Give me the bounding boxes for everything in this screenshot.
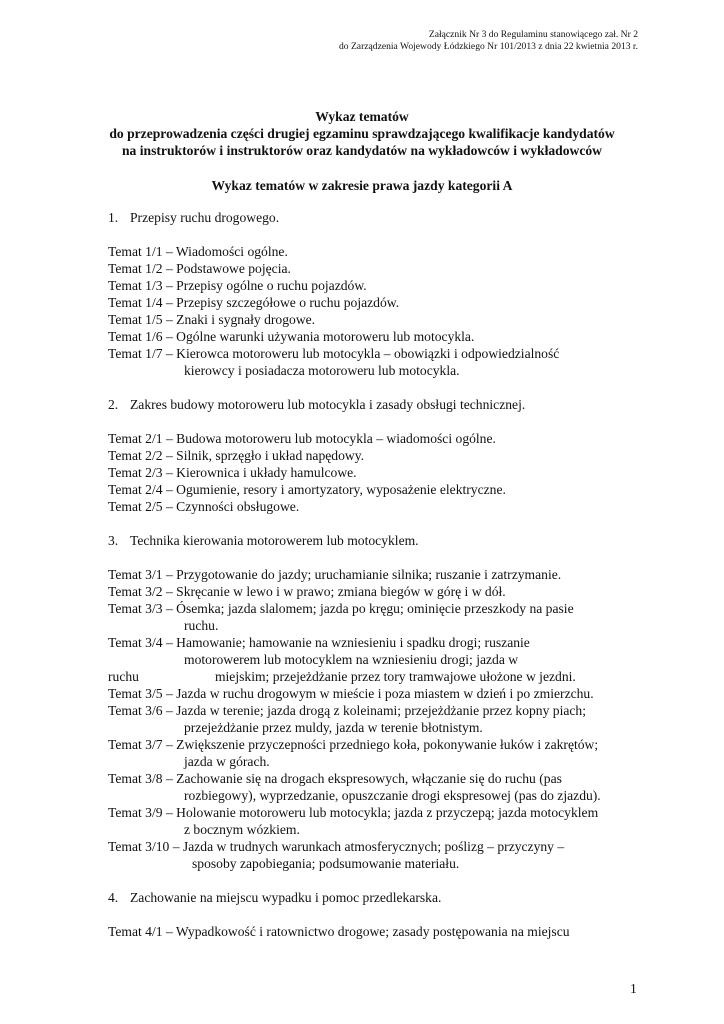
topic-item: Temat 1/3 – Przepisy ogólne o ruchu pojazdów.: [108, 278, 367, 293]
topic-list: [108, 566, 648, 872]
topic-item: Temat 3/6 – Jazda w terenie; jazda drogą z koleinami; przejeżdżanie przez kopny piach;: [108, 703, 587, 718]
topic-continuation: przejeżdżanie przez muldy, jazda w terenie błotnistym.: [184, 720, 483, 735]
section-number: 4.: [108, 890, 119, 905]
topic-item: Temat 1/7 – Kierowca motoroweru lub motocykla – obowiązki i odpowiedzialność: [108, 346, 560, 361]
topic-item: Temat 1/6 – Ogólne warunki używania motoroweru lub motocykla.: [108, 329, 475, 344]
section-heading: [108, 532, 648, 549]
topic-item: Temat 3/3 – Ósemka; jazda slalomem; jazda po kręgu; ominięcie przeszkody na pasie: [108, 601, 574, 616]
topic-continuation: miejskim; przejeżdżanie przez tory tramwajowe ułożone w jezdni.: [214, 669, 576, 684]
topic-continuation: z bocznym wózkiem.: [184, 822, 300, 837]
topic-continuation: sposoby zapobiegania; podsumowanie materiału.: [192, 856, 460, 871]
topic-item: Temat 3/7 – Zwiększenie przyczepności przedniego koła, pokonywanie łuków i zakrętów;: [108, 737, 599, 752]
topic-continuation: kierowcy i posiadacza motoroweru lub motocykla.: [184, 363, 460, 378]
topic-item: Temat 1/5 – Znaki i sygnały drogowe.: [108, 312, 316, 327]
topic-item: Temat 3/4 – Hamowanie; hamowanie na wzniesieniu i spadku drogi; ruszanie: [108, 635, 530, 650]
header-line-1: Załącznik Nr 3 do Regulaminu stanowiącego zał. Nr 2: [428, 29, 638, 40]
topic-item: Temat 2/3 – Kierownica i układy hamulcowe.: [108, 465, 357, 480]
topic-item: Temat 3/5 – Jazda w ruchu drogowym w mieście i poza miastem w dzień i po zmierzchu.: [108, 686, 594, 701]
title-line-2: do przeprowadzenia części drugiej egzaminu sprawdzającego kwalifikacje kandydatów: [109, 126, 615, 141]
topic-continuation: jazda w górach.: [184, 754, 270, 769]
topic-list: [108, 243, 648, 379]
topic-list: [108, 923, 648, 940]
topic-item: Temat 2/1 – Budowa motoroweru lub motocykla – wiadomości ogólne.: [108, 431, 496, 446]
topic-item: Temat 1/4 – Przepisy szczegółowe o ruchu pojazdów.: [108, 295, 400, 310]
topic-item: Temat 4/1 – Wypadkowość i ratownictwo drogowe; zasady postępowania na miejscu: [108, 924, 570, 939]
topic-item: Temat 3/9 – Holowanie motoroweru lub motocykla; jazda z przyczepą; jazda motocyklem: [108, 805, 599, 820]
section-heading: [108, 396, 648, 413]
topic-continuation: motorowerem lub motocyklem na wzniesieniu drogi; jazda w ruchu: [108, 652, 519, 684]
document-subtitle: Wykaz tematów w zakresie prawa jazdy kategorii A: [211, 178, 513, 193]
title-line-3: na instruktorów i instruktorów oraz kandydatów na wykładowców i wykładowców: [122, 143, 602, 158]
topic-item: Temat 3/2 – Skręcanie w lewo i w prawo; zmiana biegów w górę i w dół.: [108, 584, 506, 599]
section-heading: [108, 209, 648, 226]
section-title: Zakres budowy motoroweru lub motocykla i zasady obsługi technicznej.: [130, 397, 526, 412]
section-heading: [108, 889, 648, 906]
section-number: 3.: [108, 533, 119, 548]
topics-content: [108, 209, 648, 957]
section-title: Technika kierowania motorowerem lub motocyklem.: [130, 533, 419, 548]
topic-item: Temat 2/5 – Czynności obsługowe.: [108, 499, 300, 514]
header-line-2: do Zarządzenia Wojewody Łódzkiego Nr 101/2013 z dnia 22 kwietnia 2013 r.: [338, 41, 638, 52]
attachment-header: [339, 29, 638, 53]
topic-item: Temat 1/1 – Wiadomości ogólne.: [108, 244, 288, 259]
section-title: Przepisy ruchu drogowego.: [130, 210, 280, 225]
section-number: 2.: [108, 397, 119, 412]
topic-item: Temat 2/2 – Silnik, sprzęgło i układ napędowy.: [108, 448, 365, 463]
section-title: Zachowanie na miejscu wypadku i pomoc przedlekarska.: [130, 890, 442, 905]
section-number: 1.: [108, 210, 119, 225]
topic-item: Temat 3/8 – Zachowanie się na drogach ekspresowych, włączanie się do ruchu (pas: [108, 771, 562, 786]
topic-item: Temat 3/1 – Przygotowanie do jazdy; uruchamianie silnika; ruszanie i zatrzymanie.: [108, 567, 562, 582]
topic-continuation: ruchu.: [184, 618, 219, 633]
topic-item: Temat 1/2 – Podstawowe pojęcia.: [108, 261, 291, 276]
page-number: 1: [630, 981, 637, 996]
topic-list: [108, 430, 648, 515]
topic-item: Temat 2/4 – Ogumienie, resory i amortyzatory, wyposażenie elektryczne.: [108, 482, 506, 497]
topic-continuation: rozbiegowy), wyprzedzanie, opuszczanie drogi ekspresowej (pas do zjazdu).: [184, 788, 601, 803]
topic-item: Temat 3/10 – Jazda w trudnych warunkach atmosferycznych; poślizg – przyczyny –: [108, 839, 565, 854]
document-title: [0, 108, 724, 159]
title-line-1: Wykaz tematów: [315, 109, 409, 124]
